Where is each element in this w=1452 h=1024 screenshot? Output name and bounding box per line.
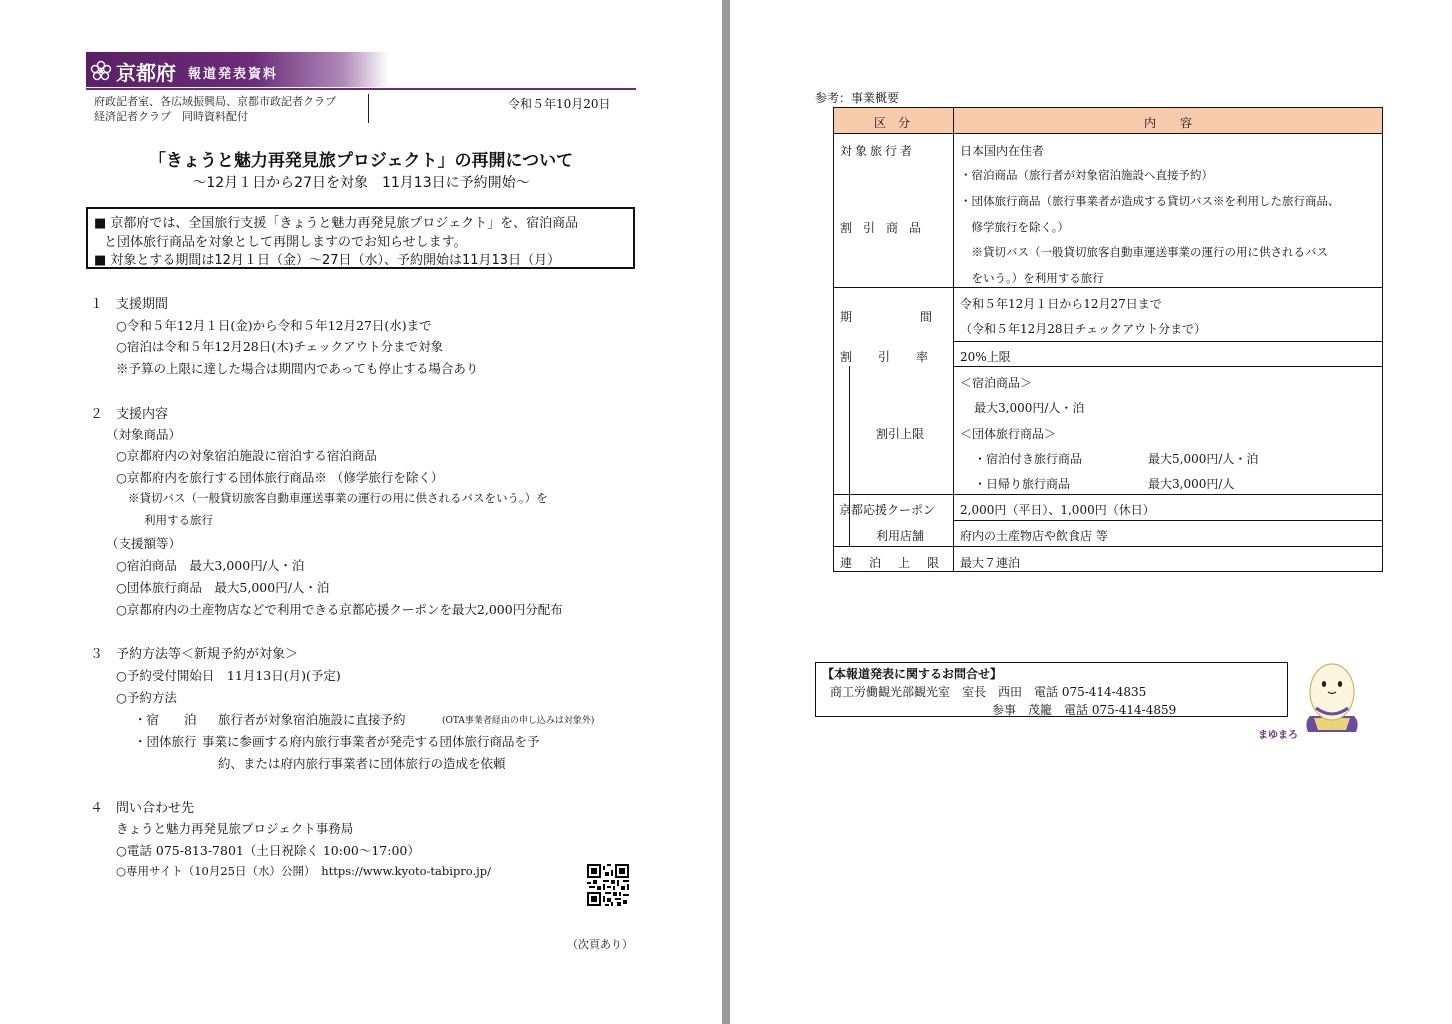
row-content: 修学旅行を除く。） — [960, 220, 1070, 234]
section-heading: １ 支援期間 — [90, 297, 169, 312]
distribution-list — [94, 94, 336, 124]
table-subcol-divider — [849, 366, 850, 546]
section-line: ○京都府内の対象宿泊施設に宿泊する宿泊商品 — [116, 448, 377, 463]
section-line: ○宿泊商品 最大3,000円/人・泊 — [116, 558, 305, 573]
table-header-row — [834, 108, 1382, 134]
row-content: 最大3,000円/人・泊 — [974, 401, 1085, 415]
row-content: ・宿泊付き旅行商品 — [974, 452, 1083, 466]
table-header-cell: 区 分 — [874, 116, 911, 130]
mascot-name-label: まゆまろ — [1258, 730, 1298, 741]
row-label: 割引上限 — [876, 427, 925, 441]
table-row-divider — [834, 494, 1382, 495]
section-line: ○電話 075-813-7801（土日祝除く 10:00～17:00） — [116, 843, 420, 858]
table-row-divider — [834, 546, 1382, 547]
table-row-divider — [953, 520, 1382, 521]
contact-box — [815, 662, 1288, 717]
row-content: 2,000円（平日）、1,000円（休日） — [960, 503, 1155, 517]
brand-name: 京都府 — [116, 61, 176, 85]
overview-table — [833, 107, 1383, 572]
section-line: ○京都府内の土産物店などで利用できる京都応援クーポンを最大2,000円分配布 — [116, 602, 563, 617]
section-line: （対象商品） — [106, 427, 182, 442]
row-content: ・宿泊商品（旅行者が対象宿泊施設へ直接予約） — [960, 168, 1213, 182]
section-line: 約、または府内旅行事業者に団体旅行の造成を依頼 — [218, 756, 506, 771]
row-content: 府内の土産物店や飲食店 等 — [960, 529, 1108, 543]
row-content: 最大5,000円/人・泊 — [1148, 452, 1259, 466]
row-label: 対象旅行者 — [840, 144, 916, 158]
document-title: 「きょうと魅力再発見旅プロジェクト」の再開について — [148, 151, 574, 171]
section-line: ○団体旅行商品 最大5,000円/人・泊 — [116, 580, 330, 595]
contact-line: 参事 茂籠 電話 075-414-4859 — [992, 703, 1177, 717]
row-content: 最大７連泊 — [960, 556, 1021, 570]
summary-box — [86, 207, 635, 269]
section-line: ○専用サイト（10月25日（水）公開） https://www.kyoto-tabipro.jp/ — [116, 864, 491, 878]
section-heading: ２ 支援内容 — [90, 407, 169, 422]
table-row-divider — [953, 341, 1382, 342]
press-release-label: 報道発表資料 — [188, 67, 279, 82]
mascot-mayumaro-icon — [1300, 658, 1364, 742]
header-rule — [86, 88, 636, 90]
distribution-line: 経済記者クラブ 同時資料配付 — [94, 110, 248, 123]
row-content: 令和５年12月１日から12月27日まで — [960, 297, 1162, 311]
kyoto-flower-logo-icon — [90, 60, 112, 82]
qr-code-icon[interactable] — [587, 864, 629, 906]
summary-line: と団体旅行商品を対象として再開しますのでお知らせします。 — [104, 235, 467, 250]
row-content: 日本国内在住者 — [960, 144, 1045, 158]
section-line: ○令和５年12月１日(金)から令和５年12月27日(水)まで — [116, 318, 432, 333]
section-line: きょうと魅力再発見旅プロジェクト事務局 — [116, 821, 354, 836]
section-line: ※貸切バス（一般貸切旅客自動車運送事業の運行の用に供されるバスをいう。）を — [128, 491, 548, 505]
section-line: ○京都府内を旅行する団体旅行商品※ （修学旅行を除く） — [116, 470, 444, 485]
row-label: 利用店舗 — [876, 529, 925, 543]
section-line: ○宿泊は令和５年12月28日(木)チェックアウト分まで対象 — [116, 339, 444, 354]
row-label: 割引率 — [840, 350, 955, 364]
section-line: ※予算の上限に達した場合は期間内であっても停止する場合あり — [116, 361, 479, 376]
release-date: 令和５年10月20日 — [508, 97, 611, 111]
row-content: （令和５年12月28日チェックアウト分まで） — [960, 322, 1207, 336]
section-line: 旅行者が対象宿泊施設に直接予約 — [218, 712, 406, 727]
row-content: をいう。）を利用する旅行 — [960, 271, 1104, 285]
row-content: ＜宿泊商品＞ — [960, 376, 1033, 390]
row-label: 期間 — [840, 310, 1001, 324]
row-label: 割引商品 — [840, 221, 933, 235]
section-line: （支援額等） — [106, 536, 182, 551]
row-content: ・団体旅行商品（旅行事業者が造成する貸切バス※を利用した旅行商品、 — [960, 194, 1340, 208]
distribution-line: 府政記者室、各広域振興局、京都市政記者クラブ — [94, 95, 336, 108]
row-content: ＜団体旅行商品＞ — [960, 427, 1057, 441]
row-content: ※貸切バス（一般貸切旅客自動車運送事業の運行の用に供されるバス — [960, 245, 1328, 259]
contact-heading: 【本報道発表に関するお問合せ】 — [822, 667, 1003, 681]
section-line: 利用する旅行 — [144, 513, 213, 527]
row-label: 京都応援クーポン — [839, 503, 936, 517]
distribution-bracket — [368, 94, 369, 123]
page-gutter — [722, 0, 730, 1024]
table-row-divider — [953, 366, 1382, 367]
section-line: ・団体旅行 — [134, 734, 197, 749]
row-content: ・日帰り旅行商品 — [974, 477, 1071, 491]
section-line: 事業に参画する府内旅行事業者が発売する団体旅行商品を予 — [202, 734, 540, 749]
overview-label: 参考：事業概要 — [815, 91, 900, 105]
section-line: ・宿 泊 — [134, 712, 197, 727]
contact-line: 商工労働観光部観光室 室長 西田 電話 075-414-4835 — [830, 685, 1147, 699]
section-line: ○予約方法 — [116, 690, 177, 705]
next-page-note: （次頁あり） — [567, 938, 633, 951]
document-subtitle: ～12月１日から27日を対象 11月13日に予約開始～ — [192, 175, 530, 191]
table-header-cell: 内 容 — [1144, 116, 1193, 130]
table-col-divider — [953, 108, 954, 571]
summary-line: ■ 京都府では、全国旅行支援「きょうと魅力再発見旅プロジェクト」を、宿泊商品 — [94, 216, 579, 231]
section-heading: ３ 予約方法等＜新規予約が対象＞ — [90, 647, 299, 662]
summary-line: ■ 対象とする期間は12月１日（金）～27日（水）、予約開始は11月13日（月） — [94, 253, 561, 268]
table-row-divider — [834, 287, 1382, 288]
row-label: 連泊上限 — [840, 556, 957, 570]
row-content: 20%上限 — [960, 350, 1011, 364]
section-heading: ４ 問い合わせ先 — [90, 801, 195, 816]
section-line: ○予約受付開始日 11月13日(月)(予定) — [116, 668, 341, 683]
row-content: 最大3,000円/人 — [1148, 477, 1235, 491]
section-note: (OTA事業者経由の申し込みは対象外) — [442, 716, 595, 726]
